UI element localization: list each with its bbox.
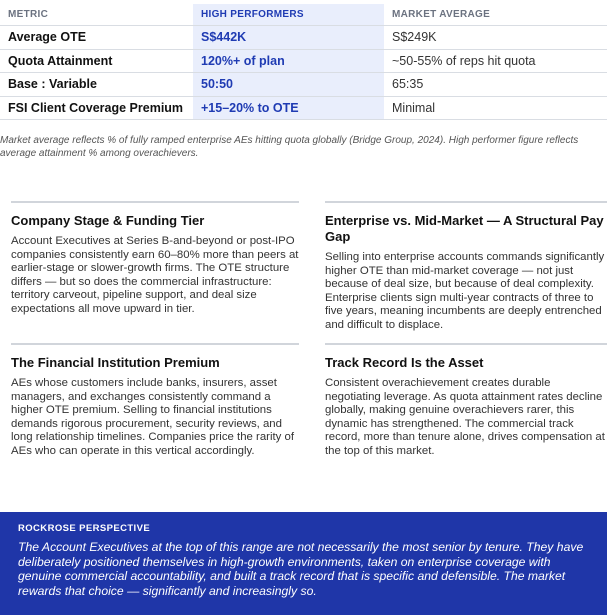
card-enterprise-vs-midmarket — [325, 201, 607, 332]
cell-metric: Average OTE — [8, 30, 87, 45]
table-row — [0, 73, 607, 97]
banner-quote: The Account Executives at the top of this range are not necessarily the most senior by tenure. They have deliberately positioned themselves in high-growth environments, taken on enterprise coverage with genuine commercial accountability, and built a track record that is specific and defensible. The market rewards that choice — significantly and increasingly so. — [18, 540, 584, 598]
card-body: Consistent overachievement creates durable negotiating leverage. As quota attainment rates decline globally, making genuine overachievers rarer, this dynamic has strengthened. The commercial track record, more than tenure alone, drives compensation at the top of this market. — [325, 377, 605, 457]
banner-label: ROCKROSE PERSPECTIVE — [18, 523, 151, 534]
cell-market: Minimal — [392, 100, 436, 115]
cell-metric: Base : Variable — [8, 77, 97, 92]
header-metric: METRIC — [8, 9, 49, 20]
table-row — [0, 26, 607, 50]
compensation-table — [0, 4, 607, 120]
card-title: Track Record Is the Asset — [325, 355, 484, 370]
cell-high: S$442K — [193, 26, 384, 49]
card-title: The Financial Institution Premium — [11, 355, 220, 370]
card-title: Company Stage & Funding Tier — [11, 213, 205, 228]
cell-market: 65:35 — [392, 77, 424, 92]
cell-market: ~50-55% of reps hit quota — [392, 53, 536, 68]
cell-metric: FSI Client Coverage Premium — [8, 100, 184, 115]
header-high-performers: HIGH PERFORMERS — [193, 4, 384, 25]
cell-market: S$249K — [392, 30, 437, 45]
perspective-banner — [0, 512, 607, 615]
card-financial-institution — [11, 343, 299, 458]
card-title: Enterprise vs. Mid-Market — A Structural Pay Gap — [325, 213, 604, 244]
header-market-average: MARKET AVERAGE — [392, 9, 491, 20]
table-row — [0, 97, 607, 121]
card-company-stage — [11, 201, 299, 316]
cell-metric: Quota Attainment — [8, 53, 113, 68]
cell-high: 120%+ of plan — [193, 50, 384, 73]
table-footnote: Market average reflects % of fully ramped enterprise AEs hitting quota globally (Bridge Group, 2024). High performer figure reflects average attainment % among overachievers. — [0, 135, 579, 159]
table-header-row — [0, 4, 607, 26]
table-row — [0, 50, 607, 74]
card-body: Selling into enterprise accounts commands significantly higher OTE than mid-market coverage — not just because of deal size, but because of deal complexity. Enterprise clients sign multi-year contracts of three to five years, meaning incumbents are deeply entrenched and difficult to displace. — [325, 251, 605, 331]
cell-high: 50:50 — [193, 73, 384, 96]
card-body: AEs whose customers include banks, insurers, asset managers, and exchanges consistently command a higher OTE premium. Selling to financial institutions demands rigorous procurement, security reviews, and long relationship timelines. Companies price the rarity of AEs who can operate in this vertical accordingly. — [11, 377, 295, 457]
card-body: Account Executives at Series B-and-beyond or post-IPO companies consistently earn 60–80% more than peers at earlier-stage or slower-growth firms. The OTE structure differs — but so does the commercial infrastructure: territory carveout, pipeline support, and deal size expectations all move upward in tier. — [11, 235, 299, 315]
cell-high: +15–20% to OTE — [193, 97, 384, 120]
card-track-record — [325, 343, 607, 458]
